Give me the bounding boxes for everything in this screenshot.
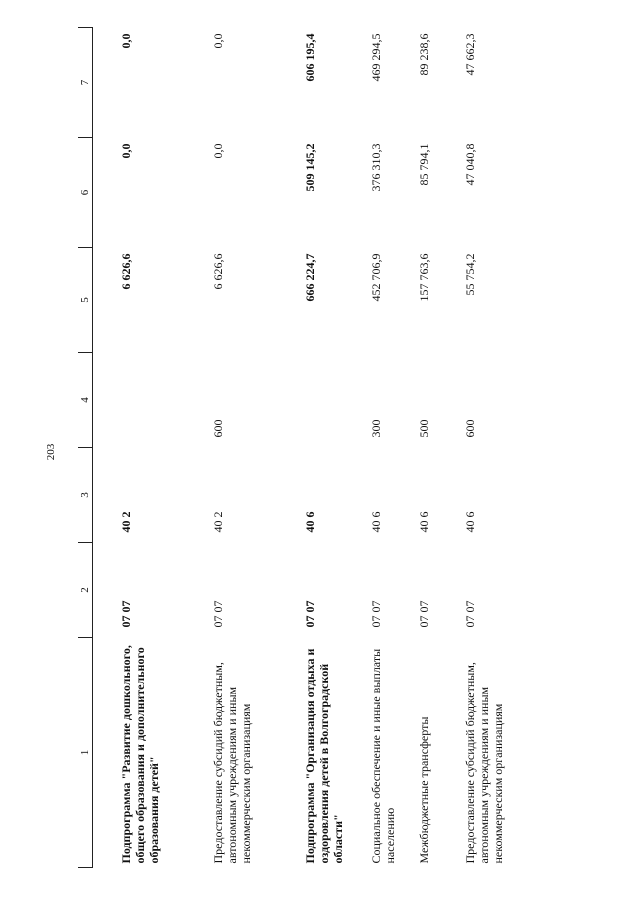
row-value-6: 47 040,8 bbox=[463, 143, 477, 186]
page-number: 203 bbox=[45, 443, 57, 461]
row-value-7: 0,0 bbox=[119, 33, 133, 49]
row-value-5: 55 754,2 bbox=[463, 253, 477, 296]
row-value-5: 6 626,6 bbox=[119, 253, 133, 290]
row-vr: 600 bbox=[211, 419, 225, 438]
row-value-7: 47 662,3 bbox=[463, 33, 477, 76]
row-value-6: 509 145,2 bbox=[303, 143, 317, 192]
table-row bbox=[299, 28, 365, 868]
header-col-4: 4 bbox=[78, 353, 93, 448]
row-value-6: 376 310,3 bbox=[369, 143, 383, 192]
budget-table bbox=[78, 27, 535, 868]
table-row bbox=[365, 28, 413, 868]
table-row bbox=[207, 28, 299, 868]
row-name: Предоставление субсидий бюджетным, автономным учреждениям и иным некоммерческим организациям bbox=[463, 662, 505, 864]
row-name: Предоставление субсидий бюджетным, автономным учреждениям и иным некоммерческим организациям bbox=[211, 662, 253, 864]
row-value-5: 157 763,6 bbox=[417, 253, 431, 302]
row-value-7: 469 294,5 bbox=[369, 33, 383, 82]
header-col-7: 7 bbox=[78, 28, 93, 138]
row-razdel: 07 07 bbox=[211, 600, 225, 628]
row-razdel: 07 07 bbox=[417, 600, 431, 628]
row-value-5: 452 706,9 bbox=[369, 253, 383, 302]
table-row bbox=[459, 28, 535, 868]
row-csr: 40 6 bbox=[369, 511, 383, 533]
header-col-6: 6 bbox=[78, 138, 93, 248]
row-vr: 600 bbox=[463, 419, 477, 438]
row-value-7: 0,0 bbox=[211, 33, 225, 49]
table-row bbox=[115, 28, 207, 868]
row-value-7: 606 195,4 bbox=[303, 33, 317, 82]
row-razdel: 07 07 bbox=[463, 600, 477, 628]
row-name: Социальное обеспечение и иные выплаты населению bbox=[369, 648, 397, 864]
row-value-5: 666 224,7 bbox=[303, 253, 317, 302]
table-row bbox=[413, 28, 459, 868]
row-razdel: 07 07 bbox=[369, 600, 383, 628]
row-csr: 40 6 bbox=[417, 511, 431, 533]
row-value-6: 0,0 bbox=[211, 143, 225, 159]
row-csr: 40 6 bbox=[303, 511, 317, 533]
row-vr bbox=[299, 353, 365, 448]
row-name: Межбюджетные трансферты bbox=[417, 716, 431, 864]
row-razdel: 07 07 bbox=[119, 600, 133, 628]
row-csr: 40 2 bbox=[119, 511, 133, 533]
row-value-7: 89 238,6 bbox=[417, 33, 431, 76]
row-name: Подпрограмма "Развитие дошкольного, общего образования и дополнительного образования детей" bbox=[119, 645, 161, 864]
header-col-1: 1 bbox=[78, 638, 93, 868]
row-vr: 500 bbox=[417, 419, 431, 438]
row-csr: 40 6 bbox=[463, 511, 477, 533]
row-vr: 300 bbox=[369, 419, 383, 438]
row-csr: 40 2 bbox=[211, 511, 225, 533]
row-razdel: 07 07 bbox=[303, 600, 317, 628]
header-col-2: 2 bbox=[78, 543, 93, 638]
header-row bbox=[78, 28, 93, 868]
rotated-table-container bbox=[78, 28, 618, 868]
header-col-5: 5 bbox=[78, 248, 93, 353]
row-name: Подпрограмма "Организация отдыха и оздоровления детей в Волгоградской области" bbox=[303, 648, 345, 864]
row-value-6: 85 794,1 bbox=[417, 143, 431, 186]
row-vr bbox=[115, 353, 207, 448]
row-value-5: 6 626,6 bbox=[211, 253, 225, 290]
row-value-6: 0,0 bbox=[119, 143, 133, 159]
header-col-3: 3 bbox=[78, 448, 93, 543]
